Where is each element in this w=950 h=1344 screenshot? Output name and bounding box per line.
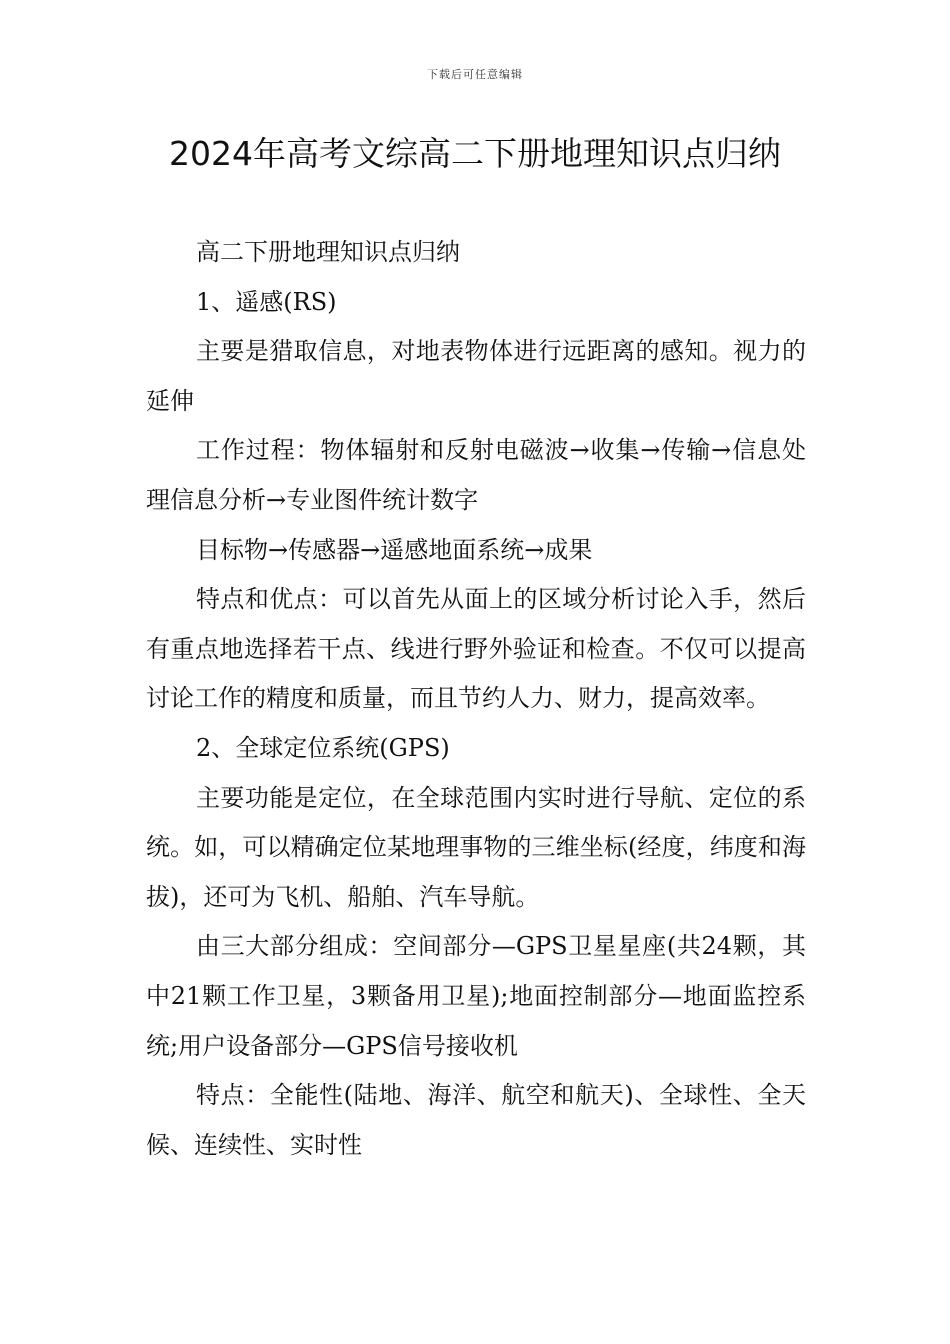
document-title: 2024年高考文综高二下册地理知识点归纳 xyxy=(169,134,781,173)
paragraph: 主要功能是定位，在全球范围内实时进行导航、定位的系统。如，可以精确定位某地理事物的三维坐标(经度，纬度和海拔)，还可为飞机、船舶、汽车导航。 xyxy=(146,783,806,911)
paragraph: 特点和优点：可以首先从面上的区域分析讨论入手，然后有重点地选择若干点、线进行野外验证和检查。不仅可以提高讨论工作的精度和质量，而且节约人力、财力，提高效率。 xyxy=(146,585,806,713)
paragraph-subtitle: 高二下册地理知识点归纳 xyxy=(196,238,460,266)
paragraph: 由三大部分组成：空间部分—GPS卫星星座(共24颗，其中21颗工作卫星，3颗备用卫星);地面控制部分—地面监控系统;用户设备部分—GPS信号接收机 xyxy=(146,932,806,1060)
section-heading-gps: 2、全球定位系统(GPS) xyxy=(196,733,450,762)
paragraph: 工作过程：物体辐射和反射电磁波→收集→传输→信息处理信息分析→专业图件统计数字 xyxy=(146,436,806,514)
header-note: 下载后可任意编辑 xyxy=(427,68,523,81)
section-heading-rs: 1、遥感(RS) xyxy=(196,287,337,316)
paragraph: 目标物→传感器→遥感地面系统→成果 xyxy=(196,535,593,564)
document-body xyxy=(146,228,806,1170)
paragraph: 主要是猎取信息，对地表物体进行远距离的感知。视力的延伸 xyxy=(146,337,806,415)
paragraph: 特点：全能性(陆地、海洋、航空和航天)、全球性、全天候、连续性、实时性 xyxy=(146,1081,806,1159)
